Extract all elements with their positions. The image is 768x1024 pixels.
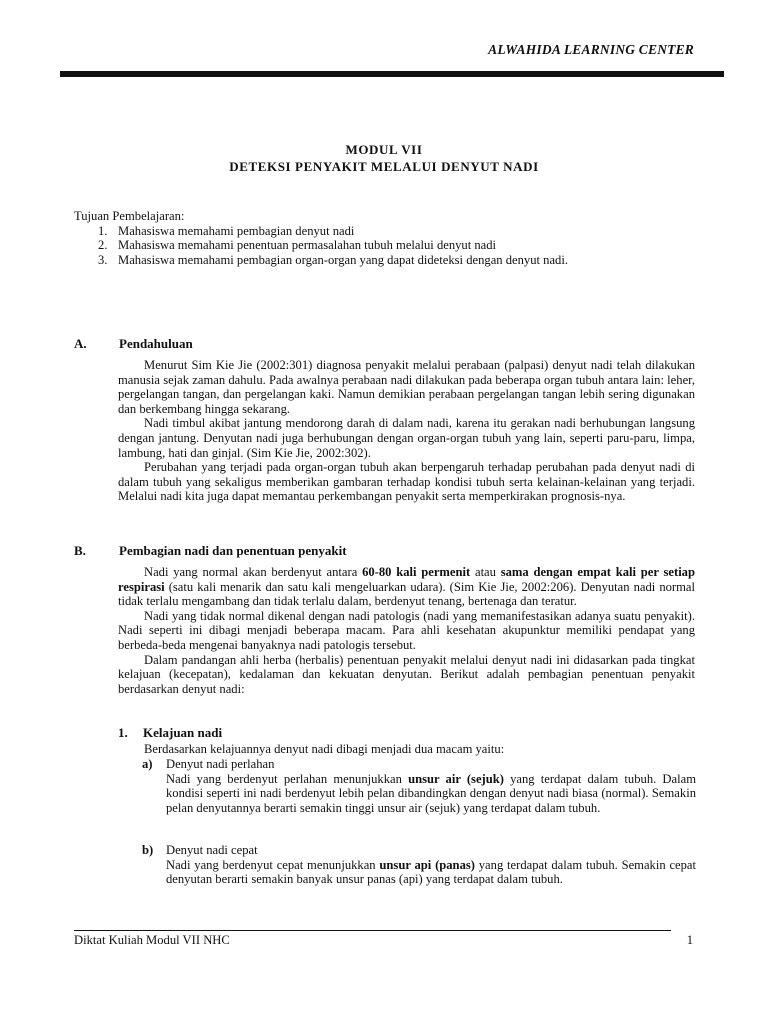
item-a-text-3: yang terdapat dalam tubuh. Dalam kondisi seperti ini nadi berdenyut lebih pelan dibandingkan dengan denyut nadi biasa (normal). Semakin pelan denyutannya berarti semakin tinggi unsur air (sejuk) yang terdapat dalam tubuh. (166, 771, 697, 815)
objective-item (74, 238, 704, 253)
section-b-paragraph-1 (118, 565, 695, 609)
objective-text: Mahasiswa memahami penentuan permasalahan tubuh melalui denyut nadi (118, 238, 497, 253)
subsection-1-heading (118, 726, 222, 741)
p1-text-c: atau (470, 565, 501, 579)
header-org-name: ALWAHIDA LEARNING CENTER (488, 42, 694, 57)
objective-text: Mahasiswa memahami pembagian denyut nadi (118, 223, 355, 238)
objective-number: 2. (98, 238, 108, 253)
subsection-title: Kelajuan nadi (143, 725, 223, 740)
objectives-list (74, 224, 704, 268)
section-b-paragraph-2: Nadi yang tidak normal dikenal dengan nadi patologis (nadi yang memanifestasikan adanya suatu penyakit). Nadi seperti ini dibagi menjadi beberapa macam. Para ahli kesehatan akupunktur memiliki pendapat yang berbeda-beda mengenai banyaknya nadi patologis tersebut. (118, 608, 695, 652)
objective-text: Mahasiswa memahami pembagian organ-organ yang dapat dideteksi dengan denyut nadi. (118, 252, 568, 267)
item-a-title: Denyut nadi perlahan (166, 757, 275, 771)
learning-objectives (74, 209, 704, 267)
objective-number: 3. (98, 252, 108, 267)
footer-divider (74, 930, 671, 931)
section-a-paragraph-2: Nadi timbul akibat jantung mendorong darah di dalam nadi, karena itu gerakan nadi berhubungan langsung dengan jantung. Denyutan nadi juga berhubungan dengan organ-organ tubuh yang lain, seperti paru-paru, limpa, lambung, hati dan ginjal. (Sim Kie Jie, 2002:302). (118, 416, 695, 460)
section-b-letter: B. (74, 543, 86, 558)
document-title (0, 141, 768, 175)
item-a-block (166, 757, 696, 815)
section-b-heading: Pembagian nadi dan penentuan penyakit (119, 543, 347, 558)
normal-rate-emphasis: 60-80 kali permenit (362, 565, 471, 579)
objective-item (74, 253, 704, 268)
header-divider (60, 71, 724, 77)
p1-text-e: (satu kali menarik dan satu kali mengeluarkan udara). (Sim Kie Jie, 2002:206). Denyutan nadi normal tidak terlalu mengambang dan tidak terlalu dalam, berdenyut tenang, bertenaga dan teratur. (118, 579, 695, 609)
subsection-number: 1. (118, 725, 128, 740)
item-a-text-1: Nadi yang berdenyut perlahan menunjukkan (166, 771, 409, 786)
section-a-paragraph-1: Menurut Sim Kie Jie (2002:301) diagnosa penyakit melalui perabaan (palpasi) denyut nadi telah dilakukan manusia sejak zaman dahulu. Pada awalnya perabaan nadi dilakukan pada beberapa organ tubuh antara lain: leher, pergelangan tangan, dan pergelangan kaki. Namun demikian perabaan pergelangan tangan lebih sering digunakan dan berkembang hingga sekarang. (118, 358, 695, 416)
section-b-body (118, 565, 695, 696)
module-number: MODUL VII (345, 142, 423, 157)
section-b-paragraph-3: Dalam pandangan ahli herba (herbalis) penentuan penyakit melalui denyut nadi ini didasarkan pada tingkat kelajuan (kecepatan), kedalaman dan kekuatan denyutan. Berikut adalah pembagian penentuan penyakit berdasarkan denyut nadi: (118, 652, 695, 696)
objective-item (74, 224, 704, 239)
respiration-ratio-emphasis: sama dengan empat kali per setiap respirasi (118, 565, 695, 594)
item-b-block (166, 843, 696, 887)
fire-element-emphasis: unsur api (panas) (379, 857, 475, 872)
section-a-paragraph-3: Perubahan yang terjadi pada organ-organ tubuh akan berpengaruh terhadap perubahan pada denyut nadi di dalam tubuh yang sekaligus memberikan gambaran terhadap kondisi tubuh serta kelainan-kelainan yang terjadi. Melalui nadi kita juga dapat memantau perkembangan penyakit serta memperkirakan prognosis-nya. (118, 460, 695, 504)
page-number: 1 (686, 933, 693, 947)
objectives-label: Tujuan Pembelajaran: (74, 209, 185, 223)
module-title: DETEKSI PENYAKIT MELALUI DENYUT NADI (229, 159, 539, 174)
section-a-heading: Pendahuluan (119, 336, 193, 351)
item-a-text (166, 772, 696, 816)
subsection-1-intro: Berdasarkan kelajuannya denyut nadi dibagi menjadi dua macam yaitu: (144, 742, 505, 756)
p1-text-a: Nadi yang normal akan berdenyut antara (144, 565, 363, 579)
water-element-emphasis: unsur air (sejuk) (408, 771, 504, 786)
item-b-text-3: yang terdapat dalam tubuh. Semakin cepat denyutan berarti semakin banyak unsur panas (api) yang terdapat dalam tubuh. (166, 857, 697, 887)
objective-number: 1. (98, 223, 108, 238)
item-b-title: Denyut nadi cepat (166, 843, 258, 857)
section-a-body (118, 358, 695, 504)
item-b-text (166, 858, 696, 887)
item-b-letter: b) (142, 843, 154, 857)
footer-course-label: Diktat Kuliah Modul VII NHC (74, 933, 230, 947)
section-a-letter: A. (74, 336, 87, 351)
item-b-text-1: Nadi yang berdenyut cepat menunjukkan (166, 857, 380, 872)
item-a-letter: a) (142, 757, 153, 771)
